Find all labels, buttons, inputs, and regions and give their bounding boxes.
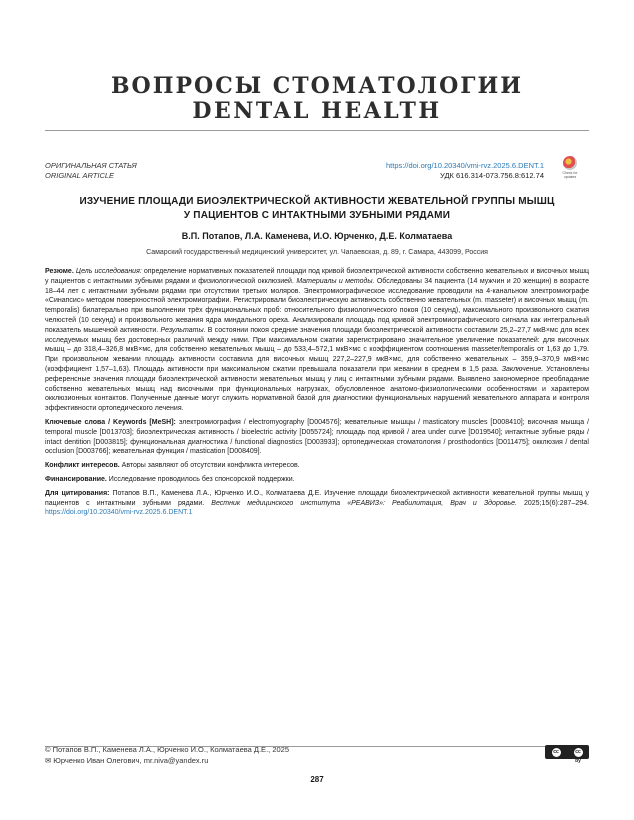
updates-badge-label: Check for updates: [562, 171, 578, 179]
doi-link[interactable]: https://doi.org/10.20340/vmi-rvz.2025.6.DENT.1: [386, 161, 544, 170]
funding-label: Финансирование.: [45, 475, 107, 483]
affiliation: Самарский государственный медицинский университет, ул. Чапаевская, д. 89, г. Самара, 443099, Россия: [146, 249, 488, 256]
article-type: [45, 161, 137, 181]
aim-label: Цель исследования:: [75, 268, 142, 275]
keywords-text: электромиография / electromyography [D004576]; жевательные мышцы / masticatory muscles [D008410]; височная мышца / temporal muscle [D013703]; биоэлектрическая активность / bioelectric activity [D055724]; площадь под кривой / area under curve [D019540]; интактные зубные ряды / intact dentition [D003815]; функциональная диагностика / functional diagnostics [D003933]; ортопедическая стоматология / prosthodontics [D011475]; окклюзия / dental occlusion [D003766]; жевательная функция / mastication [D008409].: [45, 418, 589, 456]
methods-text: Обследованы 34 пациента (14 мужчин и 20 женщин) в возрасте 18–44 лет с интактными зубными рядами при отсутствии третьих моляров. Электромиографическое исследование проводили на 4-канальном электромиографе «Синапсис» методом поверхностной электромиографии. Регистрировали биоэлектрическую активность собственно жевательных (m. masseter) и височных мышц (m. temporalis) билатерально при выполнении трёх функциональных проб: относительного физиологического покоя (10 секунд), максимального произвольного сжатия челюстей (10 секунд) и произвольного жевания ядра миндального ореха. Анализировали площадь под кривой электромиографического сигнала как интегральный показатель мышечной активности.: [45, 277, 589, 334]
conflict-label: Конфликт интересов.: [45, 462, 120, 470]
conclusion-label: Заключение.: [501, 365, 544, 373]
article-title: [45, 195, 589, 223]
conflict-of-interest: [45, 461, 589, 471]
crossmark-icon: [563, 156, 577, 170]
authors: В.П. Потапов, Л.А. Каменева, И.О. Юрченко, Д.Е. Колматаева: [181, 231, 453, 241]
citation-label: Для цитирования:: [45, 489, 110, 497]
check-for-updates-badge[interactable]: [559, 156, 581, 183]
copyright: © Потапов В.П., Каменева Л.А., Юрченко И.О., Колматаева Д.Е., 2025: [45, 745, 289, 754]
article-type-ru: ОРИГИНАЛЬНАЯ СТАТЬЯ: [45, 161, 137, 170]
article-type-en: ORIGINAL ARTICLE: [45, 171, 115, 180]
abstract: [45, 267, 589, 414]
aim-text: определение нормативных показателей площади под кривой биоэлектрической активности собственно жевательных и височных мышц у пациентов с интактными зубными рядами и физиологической окклюзией.: [45, 268, 590, 285]
funding: [45, 475, 589, 485]
journal-title-ru: ВОПРОСЫ СТОМАТОЛОГИИ: [110, 73, 524, 99]
conclusion-text: Установлены референсные значения площади биоэлектрической активности жевательных мышц у лиц с интактными зубными рядами. Выявлено закономерное преобладание собственно жевательных мышц над височными при функциональных нагрузках, обусловленное анатомо-физиологическими особенностями и характером окклюзионных контактов. Полученные данные могут служить нормативной базой для диагностики функциональных нарушений жевательного аппарата и контроля эффективности ортопедического лечения.: [45, 365, 589, 413]
article-meta: [386, 161, 544, 181]
citation-issue: 2025;15(6):287–294.: [516, 499, 589, 507]
page-number: 287: [310, 775, 324, 784]
article-title-line2: У ПАЦИЕНТОВ С ИНТАКТНЫМИ ЗУБНЫМИ РЯДАМИ: [183, 210, 451, 221]
by-icon: cc by: [575, 748, 581, 764]
citation: [45, 489, 589, 518]
results-label: Результаты.: [160, 326, 206, 334]
contact: [45, 755, 289, 766]
cc-icon: cc: [553, 748, 559, 755]
header-divider: [45, 130, 589, 131]
article-title-line1: ИЗУЧЕНИЕ ПЛОЩАДИ БИОЭЛЕКТРИЧЕСКОЙ АКТИВНОСТИ ЖЕВАТЕЛЬНОЙ ГРУППЫ МЫШЦ: [79, 196, 555, 207]
funding-text: Исследование проводилось без спонсорской поддержки.: [106, 475, 295, 483]
mail-icon: ✉: [45, 756, 52, 765]
methods-label: Материалы и методы.: [296, 277, 375, 285]
citation-text: Потапов В.П., Каменева Л.А., Юрченко И.О., Колматаева Д.Е. Изучение площади биоэлектрической активности жевательной группы мышц у пациентов с интактными зубными рядами.: [45, 489, 589, 507]
results-text: В состоянии покоя средние значения площади биоэлектрической активности составили 25,2–27,7 мкВ×мс для всех исследуемых мышц без достоверных различий между ними. При максимальном сжатии зарегистрировано значительное увеличение показателей: для височных мышц – до 318,4–326,8 мкВ×мс, для собственно жевательных мышц – до 533,4–572,1 мкВ×мс с коэффициентом соотношения masseter/temporalis от 1,63 до 1,79. При произвольном жевании площадь активности составила для височных мышц 227,2–227,9 мкВ×мс, для собственно жевательных – 359,9–370,9 мкВ×мс (коэффициент 1,57–1,63). Площадь активности при максимальном сжатии превышала показатели при жевании в среднем в 1,5 раза.: [45, 326, 589, 373]
journal-title-en: DENTAL HEALTH: [192, 98, 442, 124]
udc-code: УДК 616.314-073.756.8:612.74: [440, 171, 544, 180]
cc-license-badge[interactable]: [545, 745, 589, 764]
conflict-text: Авторы заявляют об отсутствии конфликта интересов.: [119, 462, 300, 470]
keywords: [45, 418, 589, 457]
contact-text[interactable]: Юрченко Иван Олегович, mr.niva@yandex.ru: [53, 756, 209, 765]
abstract-block: [45, 267, 589, 522]
abstract-label: Резюме.: [45, 268, 74, 275]
citation-journal: Вестник медицинского института «РЕАВИЗ»: Реабилитация, Врач и Здоровье.: [211, 499, 517, 507]
footer-info: [45, 744, 289, 766]
keywords-label: Ключевые слова / Keywords [MeSH]:: [45, 418, 176, 426]
citation-doi-link[interactable]: https://doi.org/10.20340/vmi-rvz.2025.6.DENT.1: [45, 509, 193, 517]
